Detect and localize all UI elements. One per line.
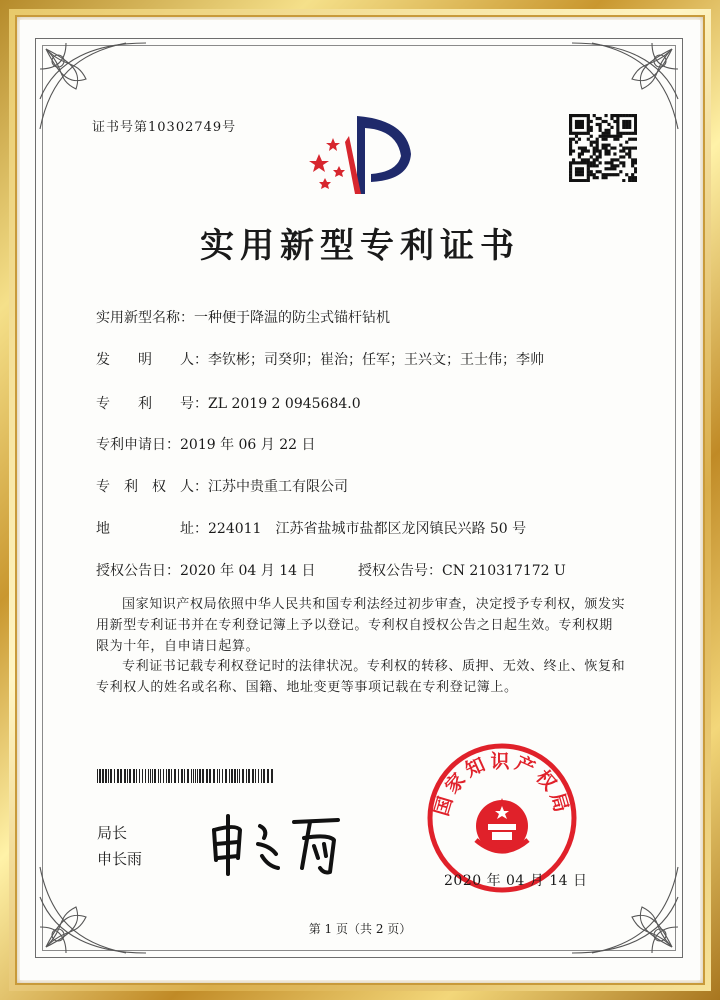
director-title: 局长 (97, 824, 128, 842)
field-address (96, 518, 526, 538)
page-number: 第 1 页（共 2 页） (308, 922, 412, 936)
field-label: 专利申请日： (96, 437, 180, 453)
field-value: 224011 江苏省盐城市盐都区龙冈镇民兴路 50 号 (208, 521, 527, 537)
signature-icon (206, 808, 356, 878)
body-paragraph-1: 国家知识产权局依照中华人民共和国专利法经过初步审查，决定授予专利权，颁发实用新型专利证书并在专利登记簿上予以登记。专利权自授权公告之日起生效。专利权期限为十年，自申请日起算。 (96, 597, 626, 654)
field-filing-date (96, 434, 316, 454)
field-inventor (96, 349, 544, 369)
body-paragraph-2: 专利证书记载专利权登记时的法律状况。专利权的转移、质押、无效、终止、恢复和专利权人的姓名或名称、国籍、地址变更等事项记载在专利登记簿上。 (96, 659, 626, 695)
field-value: 一种便于降温的防尘式锚杆钻机 (194, 310, 390, 326)
seal-text: 国家知识产权局 (430, 750, 574, 819)
qr-code-icon (569, 114, 637, 182)
corner-ornament-top-left (36, 39, 156, 159)
field-value: CN 210317172 U (442, 563, 566, 579)
field-patentee (96, 476, 348, 496)
field-publication-number (358, 560, 566, 580)
field-value: 2020 年 04 月 14 日 (180, 563, 316, 579)
field-grant-date (96, 560, 316, 580)
field-patent-number (96, 393, 361, 413)
field-label: 实用新型名称： (96, 310, 194, 326)
certificate-number: 证书号第10302749号 (92, 120, 237, 135)
field-utility-model-name (96, 307, 390, 327)
barcode-icon (97, 768, 275, 782)
field-label: 发 明 人： (96, 352, 208, 368)
field-label: 专 利 权 人： (96, 479, 208, 495)
field-label: 专 利 号： (96, 396, 208, 412)
cnipa-logo-icon (305, 108, 423, 200)
field-value: 2019 年 06 月 22 日 (180, 437, 316, 453)
field-label: 授权公告号： (358, 563, 442, 579)
field-label: 授权公告日： (96, 563, 180, 579)
corner-ornament-bottom-right (562, 837, 682, 957)
seal-date: 2020 年 04 月 14 日 (444, 873, 588, 889)
certificate-title: 实用新型专利证书 (200, 226, 520, 266)
field-value: 江苏中贵重工有限公司 (208, 479, 348, 495)
field-value: 李钦彬；司癸卯；崔治；任军；王兴文；王士伟；李帅 (208, 352, 544, 368)
field-value: ZL 2019 2 0945684.0 (208, 396, 361, 412)
field-label: 地 址： (96, 521, 208, 537)
director-name: 申长雨 (97, 850, 143, 868)
